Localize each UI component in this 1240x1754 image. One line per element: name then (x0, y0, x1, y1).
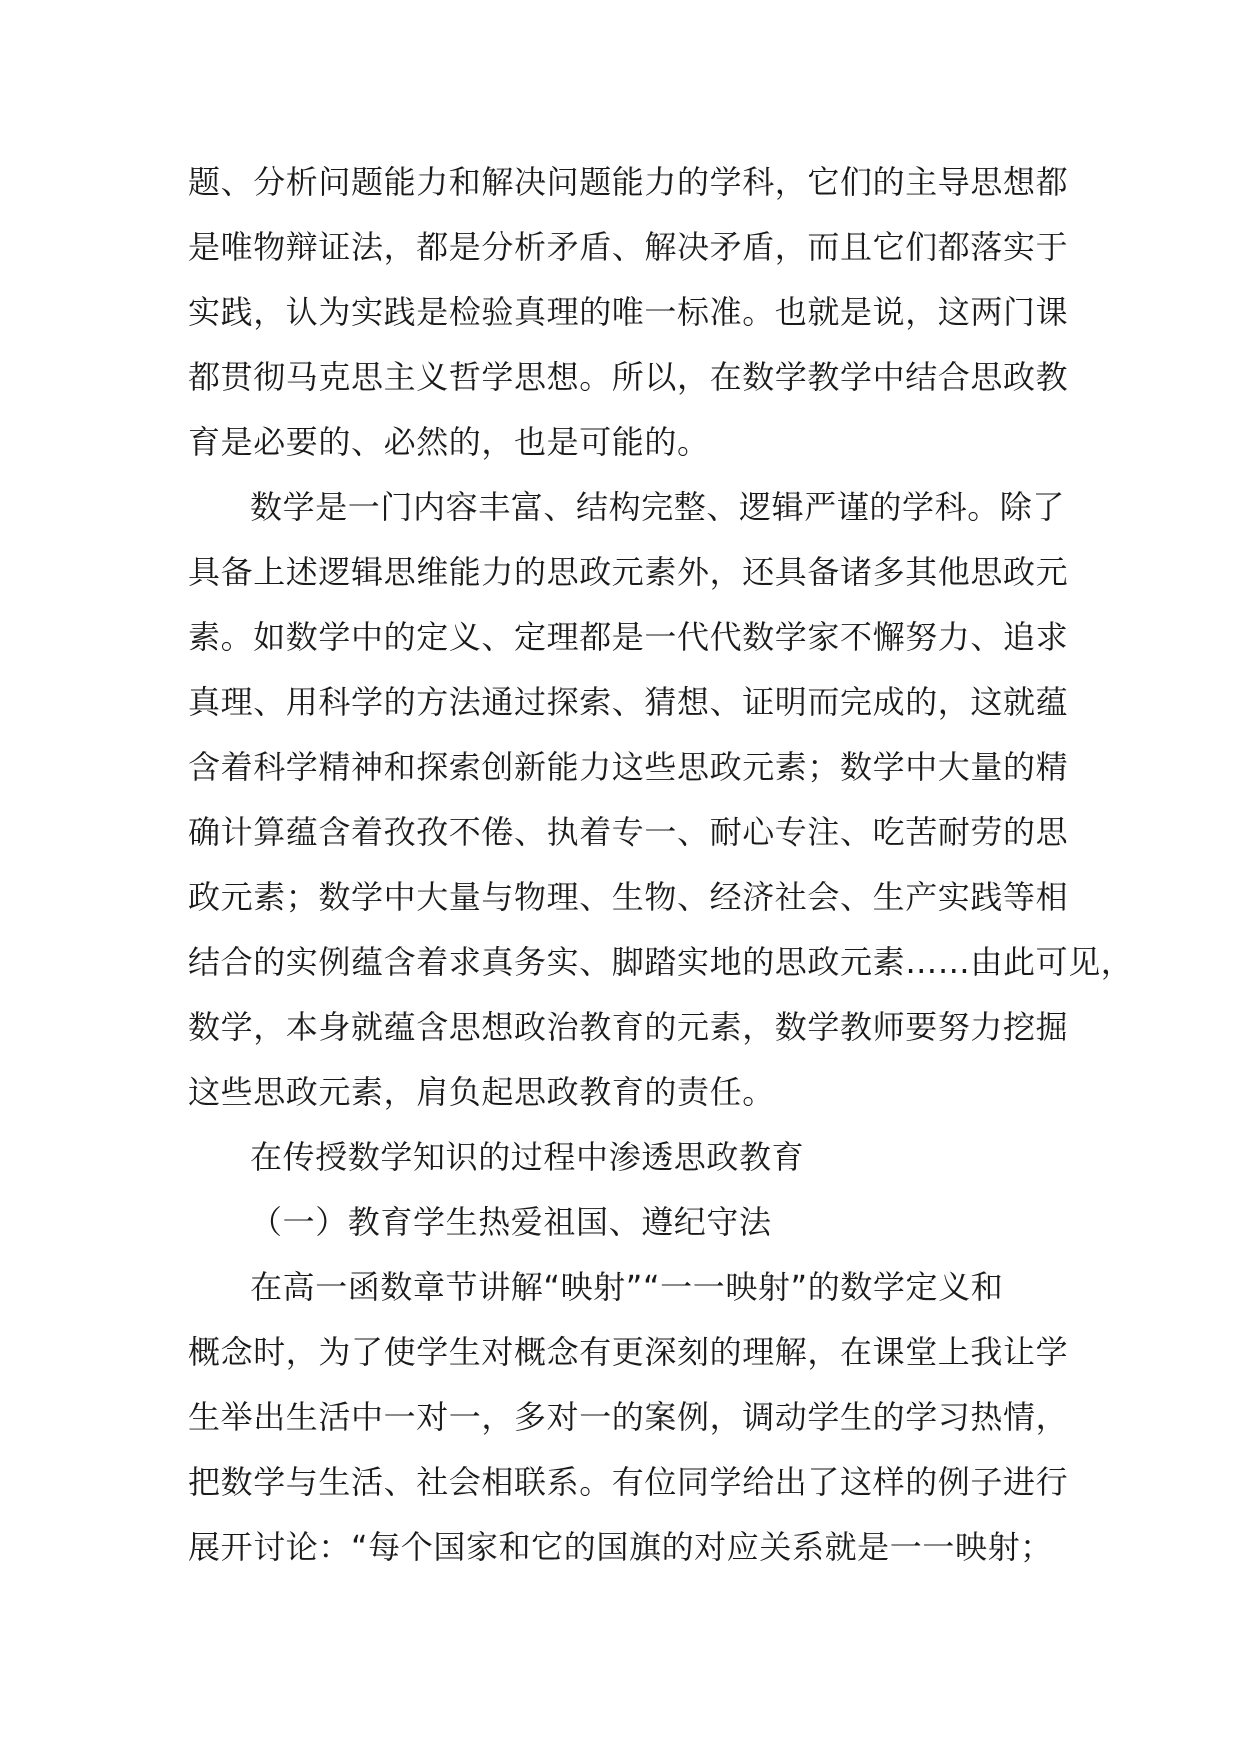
text-line (0, 1255, 1240, 1320)
line-text: 数学，本身就蕴含思想政治教育的元素，数学教师要努力挖掘 (188, 1008, 1069, 1046)
text-line (0, 930, 1240, 995)
line-text: 含着科学精神和探索创新能力这些思政元素；数学中大量的精 (188, 748, 1069, 786)
line-text: 确计算蕴含着孜孜不倦、执着专一、耐心专注、吃苦耐劳的思 (188, 813, 1069, 851)
text-line (0, 1515, 1240, 1580)
text-line (0, 605, 1240, 670)
line-text: 实践，认为实践是检验真理的唯一标准。也就是说，这两门课 (188, 293, 1069, 331)
text-line (0, 995, 1240, 1060)
line-text: 这些思政元素，肩负起思政教育的责任。 (188, 1073, 775, 1111)
text-line (0, 1320, 1240, 1385)
text-line (0, 215, 1240, 280)
line-text: 具备上述逻辑思维能力的思政元素外，还具备诸多其他思政元 (188, 553, 1069, 591)
line-text: 育是必要的、必然的，也是可能的。 (188, 423, 710, 461)
heading-text: 在传授数学知识的过程中渗透思政教育 (250, 1138, 805, 1176)
section-heading (0, 1125, 1240, 1190)
text-line (0, 735, 1240, 800)
line-text: 都贯彻马克思主义哲学思想。所以，在数学教学中结合思政教 (188, 358, 1069, 396)
text-line (0, 670, 1240, 735)
text-line (0, 1450, 1240, 1515)
heading-text: （一）教育学生热爱祖国、遵纪守法 (250, 1203, 772, 1241)
text-line (0, 540, 1240, 605)
text-line (0, 150, 1240, 215)
line-text: 展开讨论：“每个国家和它的国旗的对应关系就是一一映射； (188, 1528, 1053, 1566)
line-text: 真理、用科学的方法通过探索、猜想、证明而完成的，这就蕴 (188, 683, 1069, 721)
subsection-heading (0, 1190, 1240, 1255)
line-text: 把数学与生活、社会相联系。有位同学给出了这样的例子进行 (188, 1463, 1069, 1501)
line-text: 在高一函数章节讲解“映射”“一一映射”的数学定义和 (250, 1268, 1004, 1306)
text-line (0, 1385, 1240, 1450)
line-text: 生举出生活中一对一，多对一的案例，调动学生的学习热情， (188, 1398, 1069, 1436)
line-text: 素。如数学中的定义、定理都是一代代数学家不懈努力、追求 (188, 618, 1069, 656)
text-line (0, 865, 1240, 930)
line-text: 是唯物辩证法，都是分析矛盾、解决矛盾，而且它们都落实于 (188, 228, 1069, 266)
text-line (0, 410, 1240, 475)
text-line (0, 475, 1240, 540)
text-line (0, 1060, 1240, 1125)
text-body (0, 150, 1240, 1580)
line-text: 政元素；数学中大量与物理、生物、经济社会、生产实践等相 (188, 878, 1069, 916)
line-text: 题、分析问题能力和解决问题能力的学科，它们的主导思想都 (188, 163, 1069, 201)
text-line (0, 345, 1240, 410)
line-text: 概念时，为了使学生对概念有更深刻的理解，在课堂上我让学 (188, 1333, 1069, 1371)
text-line (0, 800, 1240, 865)
text-line (0, 280, 1240, 345)
line-text: 数学是一门内容丰富、结构完整、逻辑严谨的学科。除了 (250, 488, 1066, 526)
line-text: 结合的实例蕴含着求真务实、脚踏实地的思政元素……由此可见， (188, 943, 1134, 981)
